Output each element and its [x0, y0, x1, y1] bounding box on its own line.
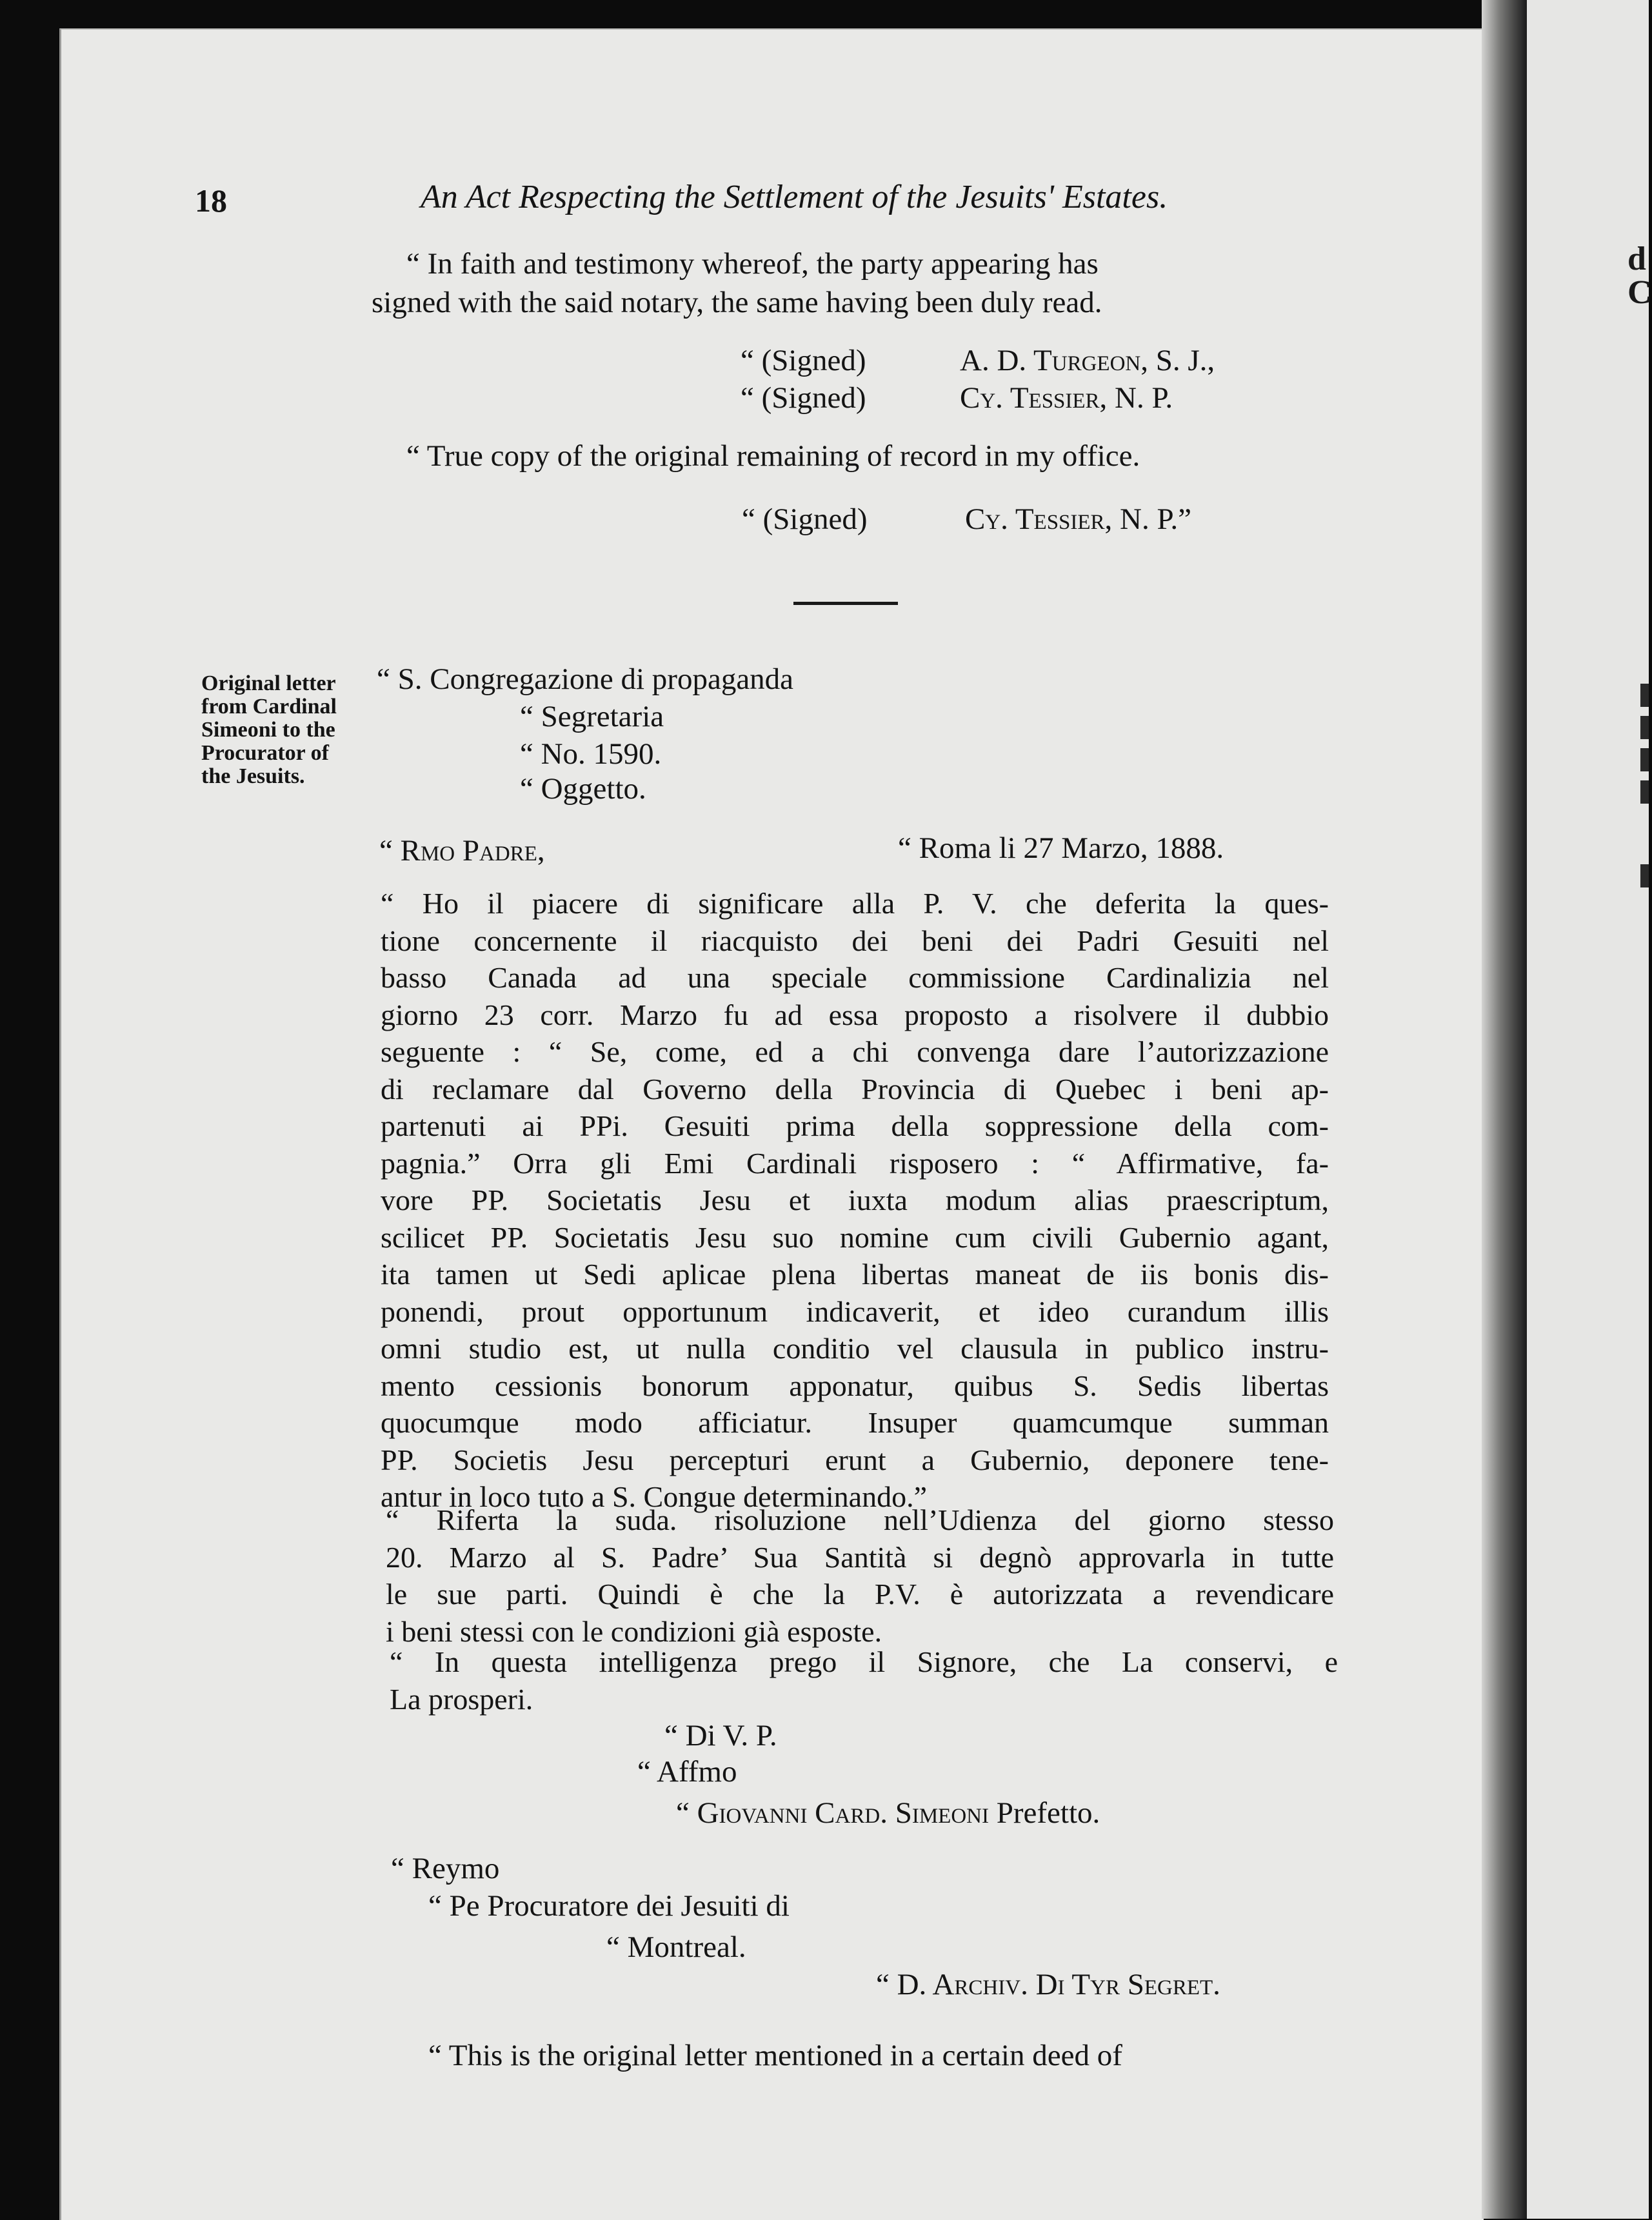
- paragraph-line: antur in loco tuto a S. Congue determinando.”: [381, 1480, 927, 1513]
- paragraph-line: le sue parti. Quindi è che la P.V. è autorizzata a revendicare: [386, 1578, 1334, 1610]
- margin-note-line: the Jesuits.: [201, 764, 305, 788]
- paragraph-line: ita tamen ut Sedi aplicae plena libertas maneat de iis bonis dis-: [381, 1258, 1329, 1291]
- signer-title: Prefetto.: [996, 1796, 1100, 1830]
- paragraph-line: ponendi, prout opportunum indicaverit, et ideo curandum illis: [381, 1294, 1329, 1328]
- margin-note-line: from Cardinal: [201, 695, 337, 719]
- running-title: An Act Respecting the Settlement of the Jesuits' Estates.: [421, 179, 1168, 215]
- paragraph-line: partenuti ai PPi. Gesuiti prima della soppressione della com-: [381, 1109, 1329, 1142]
- signer-name: “ Giovanni Card. Simeoni: [676, 1796, 989, 1830]
- letterhead-line: “ No. 1590.: [520, 737, 662, 771]
- paragraph-line: i beni stessi con le condizioni già esposte.: [386, 1614, 882, 1648]
- signature-name: Cy. Tessier, N. P.”: [965, 502, 1192, 536]
- address-line: “ Reymo: [391, 1852, 500, 1885]
- facing-page-fragment: d: [1627, 241, 1646, 277]
- letter-paragraph: [390, 1643, 1338, 1718]
- attestation-line: signed with the said notary, the same having been duly read.: [372, 286, 1102, 319]
- paragraph-line: vore PP. Societatis Jesu et iuxta modum alias praescriptum,: [381, 1184, 1329, 1216]
- paragraph-line: PP. Societis Jesu percepturi erunt a Gubernio, deponere tene-: [381, 1443, 1329, 1476]
- facing-page-fragment: C: [1627, 274, 1652, 311]
- paragraph-line: basso Canada ad una speciale commissione Cardinalizia nel: [381, 961, 1329, 994]
- closing-line: “ Di V. P.: [664, 1719, 777, 1752]
- address-line: “ Montreal.: [606, 1930, 746, 1964]
- signature-prefix: “ (Signed): [742, 502, 868, 536]
- paragraph-line: “ Riferta la suda. risoluzione nell’Udienza del giorno stesso: [386, 1503, 1334, 1536]
- margin-note: [201, 672, 337, 788]
- margin-note-line: Original letter: [201, 671, 336, 695]
- paragraph-line: seguente : “ Se, come, ed a chi convenga dare l’autorizzazione: [381, 1035, 1329, 1068]
- paragraph-line: pagnia.” Orra gli Emi Cardinali risposero : “ Affirmative, fa-: [381, 1146, 1329, 1180]
- paragraph-line: “ In questa intelligenza prego il Signore, che La conservi, e: [390, 1645, 1338, 1678]
- letterhead-line: “ Oggetto.: [520, 772, 646, 806]
- closing-line: “ Affmo: [637, 1755, 737, 1789]
- attestation-line: “ In faith and testimony whereof, the party appearing has: [406, 247, 1099, 281]
- facing-page-mark: [1640, 780, 1649, 804]
- signature-name: Cy. Tessier, N. P.: [960, 381, 1173, 415]
- paragraph-line: 20. Marzo al S. Padre’ Sua Santità si degnò approvarla in tutte: [386, 1540, 1334, 1574]
- signer: [676, 1796, 1100, 1830]
- letter-paragraph: [386, 1501, 1334, 1650]
- letter-paragraph: [381, 885, 1329, 1516]
- margin-note-line: Simeoni to the: [201, 718, 335, 742]
- paragraph-line: “ Ho il piacere di significare alla P. V. che deferita la ques-: [381, 887, 1329, 920]
- address-line: “ Pe Procuratore dei Jesuiti di: [428, 1889, 790, 1923]
- page-number: 18: [195, 183, 227, 219]
- signature-prefix: “ (Signed): [741, 381, 866, 415]
- paragraph-line: quocumque modo afficiatur. Insuper quamcumque summan: [381, 1406, 1329, 1439]
- facing-page-mark: [1640, 716, 1649, 739]
- section-rule: [793, 602, 898, 605]
- facing-page-edge: [1527, 0, 1652, 2219]
- book-gutter: [1482, 0, 1527, 2219]
- paragraph-line: di reclamare dal Governo della Provincia di Quebec i beni ap-: [381, 1072, 1329, 1105]
- dateline: “ Roma li 27 Marzo, 1888.: [898, 831, 1224, 865]
- continuation-line: “ This is the original letter mentioned in a certain deed of: [428, 2039, 1122, 2072]
- secretary-line: “ D. Archiv. Di Tyr Segret.: [876, 1968, 1220, 2001]
- signature-name: A. D. Turgeon, S. J.,: [960, 344, 1215, 377]
- facing-page-mark: [1640, 864, 1649, 887]
- paragraph-line: giorno 23 corr. Marzo fu ad essa proposto a risolvere il dubbio: [381, 998, 1329, 1031]
- paragraph-line: mento cessionis bonorum apponatur, quibus S. Sedis libertas: [381, 1369, 1329, 1402]
- signature-prefix: “ (Signed): [741, 344, 866, 377]
- paragraph-line: tione concernente il riacquisto dei beni dei Padri Gesuiti nel: [381, 924, 1329, 957]
- letterhead-line: “ S. Congregazione di propaganda: [377, 662, 794, 696]
- letterhead-line: “ Segretaria: [520, 700, 664, 733]
- paragraph-line: scilicet PP. Societatis Jesu suo nomine cum civili Gubernio agant,: [381, 1220, 1329, 1254]
- facing-page-mark: [1640, 684, 1649, 707]
- facing-page-mark: [1640, 748, 1649, 771]
- salutation: “ Rmo Padre,: [379, 834, 545, 867]
- paragraph-line: La prosperi.: [390, 1682, 533, 1716]
- margin-note-line: Procurator of: [201, 741, 329, 765]
- paragraph-line: omni studio est, ut nulla conditio vel clausula in publico instru-: [381, 1332, 1329, 1365]
- true-copy-line: “ True copy of the original remaining of record in my office.: [406, 439, 1140, 473]
